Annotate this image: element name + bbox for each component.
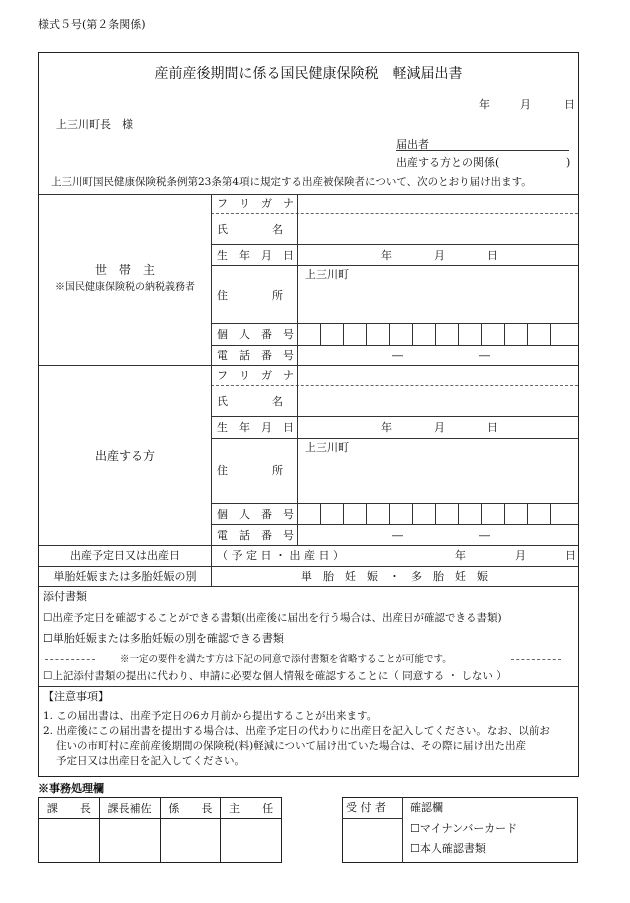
notes-title: 【注意事項】	[43, 690, 109, 703]
confirm-title: 確認欄	[410, 801, 443, 814]
relation-label: 出産する方との関係(	[396, 156, 500, 169]
mother-address-label: 住 所	[217, 464, 283, 477]
due-date-label: 出産予定日又は出産日	[70, 549, 180, 562]
mother-birth-month: 月	[434, 421, 445, 434]
mother-number-label: 個 人 番 号	[217, 508, 294, 521]
confirm-mynumber: ☐マイナンバーカード	[410, 822, 518, 835]
due-date-choice: （ 予 定 日 ・ 出 産 日 ）	[217, 549, 344, 562]
confirm-id: ☐本人確認書類	[410, 842, 486, 855]
attachment-item-2: ☐単胎妊娠または多胎妊娠の別を確認できる書類	[43, 632, 284, 645]
householder-furigana-label: フ リ ガ ナ	[217, 197, 294, 210]
due-date-day: 日	[565, 549, 576, 562]
mother-phone-sep2: ―	[479, 529, 490, 542]
date-year: 年	[479, 98, 490, 111]
approval-table	[38, 797, 282, 863]
householder-number-label: 個 人 番 号	[217, 328, 294, 341]
relation-close: )	[566, 156, 571, 169]
applicant-underline	[396, 150, 569, 151]
householder-phone-label: 電 話 番 号	[217, 349, 294, 362]
pregnancy-label: 単胎妊娠または多胎妊娠の別	[53, 570, 197, 583]
attachment-item-1: ☐出産予定日を確認することができる書類(出産後に届出を行う場合は、出産日が確認できる書類)	[43, 612, 502, 624]
approval-col-1: 課 長	[39, 798, 100, 819]
mother-address-prefill: 上三川町	[305, 441, 349, 454]
householder-birth-year: 年	[381, 249, 392, 262]
householder-phone-sep2: ―	[479, 349, 490, 362]
householder-name-label: 氏 名	[217, 223, 283, 236]
stamp-cell	[39, 819, 100, 863]
stamp-cell	[221, 819, 282, 863]
mother-phone-label: 電 話 番 号	[217, 529, 294, 542]
date-month: 月	[520, 98, 531, 111]
mother-birth-day: 日	[487, 421, 498, 434]
stamp-cell	[99, 819, 160, 863]
householder-note: ※国民健康保険税の納税義務者	[55, 282, 195, 293]
date-day: 日	[564, 98, 575, 111]
stamp-cell	[160, 819, 221, 863]
applicant-label: 届出者	[396, 138, 429, 151]
attachments-title: 添付書類	[43, 590, 87, 603]
due-date-year: 年	[455, 549, 466, 562]
attachment-note: ※一定の要件を満たす方は下記の同意で添付書類を省略することが可能です。	[120, 654, 452, 665]
householder-address-prefill: 上三川町	[305, 268, 349, 281]
householder-title: 世 帯 主	[94, 263, 155, 277]
mother-furigana-label: フ リ ガ ナ	[217, 369, 294, 382]
mother-name-label: 氏 名	[217, 395, 283, 408]
householder-birthdate-label: 生 年 月 日	[217, 249, 294, 262]
note-2a: 2. 出産後にこの届出書を提出する場合は、出産予定日の代わりに出産日を記入してください。なお、以前お	[43, 725, 550, 737]
addressee: 上三川町長 様	[56, 118, 133, 131]
form-title: 産前産後期間に係る国民健康保険税 軽減届出書	[154, 66, 463, 82]
due-date-month: 月	[515, 549, 526, 562]
mother-phone-sep1: ―	[392, 529, 403, 542]
office-title: ※事務処理欄	[38, 782, 104, 795]
householder-birth-day: 日	[487, 249, 498, 262]
householder-phone-sep1: ―	[392, 349, 403, 362]
mother-birthdate-label: 生 年 月 日	[217, 421, 294, 434]
receipt-label: 受 付 者	[346, 801, 386, 814]
note-2b: 住いの市町村に産前産後期間の保険税(料)軽減について届け出ていた場合は、その際に届け出た出産	[56, 740, 526, 752]
approval-col-2: 課長補佐	[99, 798, 160, 819]
mother-birth-year: 年	[381, 421, 392, 434]
application-form	[38, 52, 579, 777]
intro-text: 上三川町国民健康保険税条例第23条第4項に規定する出産被保険者について、次のとおり届け出ます。	[51, 176, 532, 188]
note-2c: 予定日又は出産日を記入してください。	[56, 755, 245, 767]
approval-col-3: 係 長	[160, 798, 221, 819]
form-number: 様式５号(第２条関係)	[38, 18, 146, 31]
consent-line: ☐上記添付書類の提出に代わり、申請に必要な個人情報を確認することに（ 同意する ・ しない ）	[43, 670, 507, 682]
approval-col-4: 主 任	[221, 798, 282, 819]
mother-title: 出産する方	[94, 449, 155, 463]
householder-birth-month: 月	[434, 249, 445, 262]
note-1: 1. この届出書は、出産予定日の6カ月前から提出することが出来ます。	[43, 710, 378, 722]
pregnancy-choice: 単 胎 妊 娠 ・ 多 胎 妊 娠	[301, 570, 488, 583]
householder-address-label: 住 所	[217, 289, 283, 302]
